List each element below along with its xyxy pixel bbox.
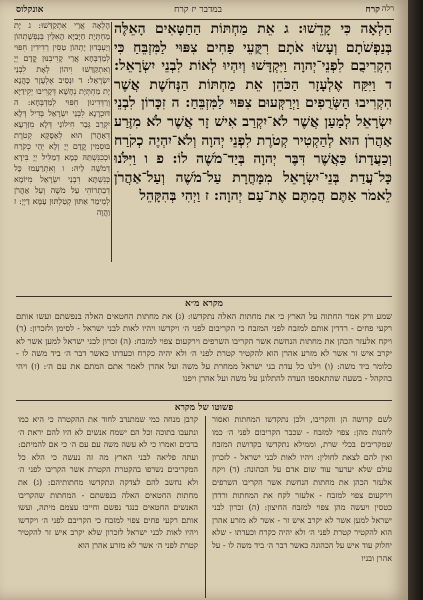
page-number: רלה: [381, 4, 394, 13]
pirush-left-column: קרבן מנחה כמי שמתנדב לחוד את ההקטרה כי היא כמו ונתעבו בתוכה וכל הם ישמח אנשים לא היו להם יראת ה׳ ברבים ואמרו כי לא עשה משה עם עם ה׳ כי אם להמיתם: ועתה פליאה לבני הארץ מה זה נעשה כי הלא כל המקריבים נשרפו בהקטרת הקטרת אשר הקריבו לפני ה׳ ולא נחשב להם לצדקה ונתקדשו מחתותיהם: (ג) את מחתות החטאים האלה בנפשתם - המחתות שהקריבו האנשים החטאים כנגד נפשם וחייבו עצמם מיתה, ועשו אותם רקעי פחים צפוי למזבח כי הקריבם לפני ה׳ ויקדשו ויהיו לאות לבני ישראל לזכרון שלא יקרב איש זר להקטיר קטרת לפני ה׳ אשר לא מזרע אהרן הוא: [18, 415, 198, 550]
pirush-column-divider: [205, 416, 206, 598]
targum-header: אונקלוס: [16, 5, 44, 15]
targum-column: הָלְאָה אֲרֵי אִתְקַדַּשׁוּ: ג יָת מַחְתְּיָת חַיָּבַיָּא הָאִלֵּין בְּנַפְשָׁתְהוֹן וְיַעְבְּדוּן יָתְהוֹן טַסִּין רְדִידִין חִפּוּי לְמַדְבְּחָא אֲרֵי קָרִיבִנּוּן קֳדָם יְיָ וְאִתְקַדַּשׁוּ וִיהוֹן לְאָת לִבְנֵי יִשְׂרָאֵל: ד וּנְסֵיב אֶלְעָזָר כָּהֲנָא יָת מַחְתְּיָת נְחָשָׁא דְּקָרִיבוּ יְקִידַיָּא וְרַדְּדִינוּן חִפּוּי לְמַדְבְּחָא: ה דּוּכְרָנָא לִבְנֵי יִשְׂרָאֵל בְּדִיל דְּלָא יִקְרַב גְּבַר חִילוֹנַי דְּלָא מִזַּרְעָא דְאַהֲרֹן הוּא לְאַסָּקָא קְטֹרֶת בּוּסְמִין קֳדָם יְיָ וְלָא יְהֵי כְקֹרַח וּכְכִנִּשְׁתֵּהּ כְּמָא דְמַלִּיל יְיָ בִּידָא דְמֹשֶׁה לֵיהּ: ו וְאִתְרַעַמוּ כָּל כְּנִשְׁתָּא דִבְנֵי יִשְׂרָאֵל מִיּוֹמָא דְבַתְרוֹהִי עַל מֹשֶׁה וְעַל אַהֲרֹן לְמֵימַר אַתּוּן קְטַלְתּוּן עַמָּא דַיְיָ: ז וַהֲוָה: [14, 21, 110, 217]
parsha-name: קרח: [365, 5, 380, 15]
book-spine-edge: [408, 0, 423, 600]
verses-divider: [16, 296, 392, 297]
running-title: במדבר יז קרח: [174, 5, 222, 15]
pirush-title: פשוטו של מקרא: [174, 403, 234, 413]
mikra-commentary: שמע ורק אמר החתוה על הארץ כי את מחתות האלה נתקדשו: (ג) את מחתות החטאים האלה בנפשתם ועשו אותם רקעי פחים - רדדין אותם למזבח לפני המזבח כי הקריבום לפני ה׳ ויקדשו ויהיו לאות לבני ישראל - לסימן ולזכרון: (ד) ויקח אלעזר הכהן את מחתות הנחשת אשר הקריבו השרפים וירקעום צפוי למזבח: (ה) זכרון לבני ישראל למען אשר לא יקרב איש זר אשר לא מזרע אהרן הוא להקטיר קטרת לפני ה׳ ולא יהיה כקרח וכעדתו כאשר דבר ה׳ ביד משה לו - כלומר ביד משה: (ו) וילנו כל עדת בני ישראל ממחרת על משה ועל אהרן לאמר אתם המתם את עם ה׳: (ז) ויהי בהקהל - בשעה שהתאספו העדה להתלונן על משה ועל אהרן ויפנו: [16, 311, 392, 384]
torah-verses: הַלְאָה כִּי קָדֵשׁוּ: ג אֵת מַחְתּוֹת הַחַטָּאִים הָאֵלֶּה בְּנַפְשֹׁתָם וְעָשׂוּ אֹתָם רִקֻּעֵי פַחִים צִפּוּי לַמִּזְבֵּחַ כִּי הִקְרִיבֻם לִפְנֵי־יְהוָה וַיִּקְדָּשׁוּ וְיִהְיוּ לְאוֹת לִבְנֵי יִשְׂרָאֵל: ד וַיִּקַּח אֶלְעָזָר הַכֹּהֵן אֵת מַחְתּוֹת הַנְּחֹשֶׁת אֲשֶׁר הִקְרִיבוּ הַשְּׂרֻפִים וַיְרַקְּעוּם צִפּוּי לַמִּזְבֵּחַ: ה זִכָּרוֹן לִבְנֵי יִשְׂרָאֵל לְמַעַן אֲשֶׁר לֹא־יִקְרַב אִישׁ זָר אֲשֶׁר לֹא מִזֶּרַע אַהֲרֹן הוּא לְהַקְטִיר קְטֹרֶת לִפְנֵי יְהוָה וְלֹא־יִהְיֶה כְקֹרַח וְכַעֲדָתוֹ כַּאֲשֶׁר דִּבֶּר יְהוָה בְּיַד־מֹשֶׁה לוֹ: פ ו וַיִּלֹּנוּ כָּל־עֲדַת בְּנֵי־יִשְׂרָאֵל מִמָּחֳרָת עַל־מֹשֶׁה וְעַל־אַהֲרֹן לֵאמֹר אַתֶּם הֲמִתֶּם אֶת־עַם יְהוָה: ז וַיְהִי בְּהִקָּהֵל: [114, 21, 392, 205]
page-header: [16, 4, 394, 18]
commentary-divider: [16, 400, 392, 401]
pirush-right-column: לשם קדושה הן והקריבו, ולכן נתקדשו המחתות ואסור ליהנות מהן: צפוי למזבח - שכבר הקריבום לפני ה׳ כמו שמקריבים בכלי שרת, וממילא נתקדשו בקדושת המזבח ואין להם לצאת לחולין: ויהיו לאות לבני ישראל - לזכרון עולם שלא יערער עוד שום אדם על הכהונה: (ד) ויקח אלעזר הכהן את מחתות הנחשת אשר הקריבו השרפים וירקעום צפוי למזבח - אלעזר לקח את המחתות ורדדן כטסין ויעשה מהן צפוי למזבח החיצון: (ה) זכרון לבני ישראל למען אשר לא יקרב איש זר - אשר לא מזרע אהרן הוא להקטיר קטרת לפני ה׳ ולא יהיה כקרח וכעדתו - שלא יחלוק עוד איש על הכהונה כאשר דבר ה׳ ביד משה לו - על אהרן ובניו: [212, 415, 392, 563]
column-divider: [111, 22, 112, 262]
mikra-title: מקרא מ״א: [184, 299, 224, 309]
